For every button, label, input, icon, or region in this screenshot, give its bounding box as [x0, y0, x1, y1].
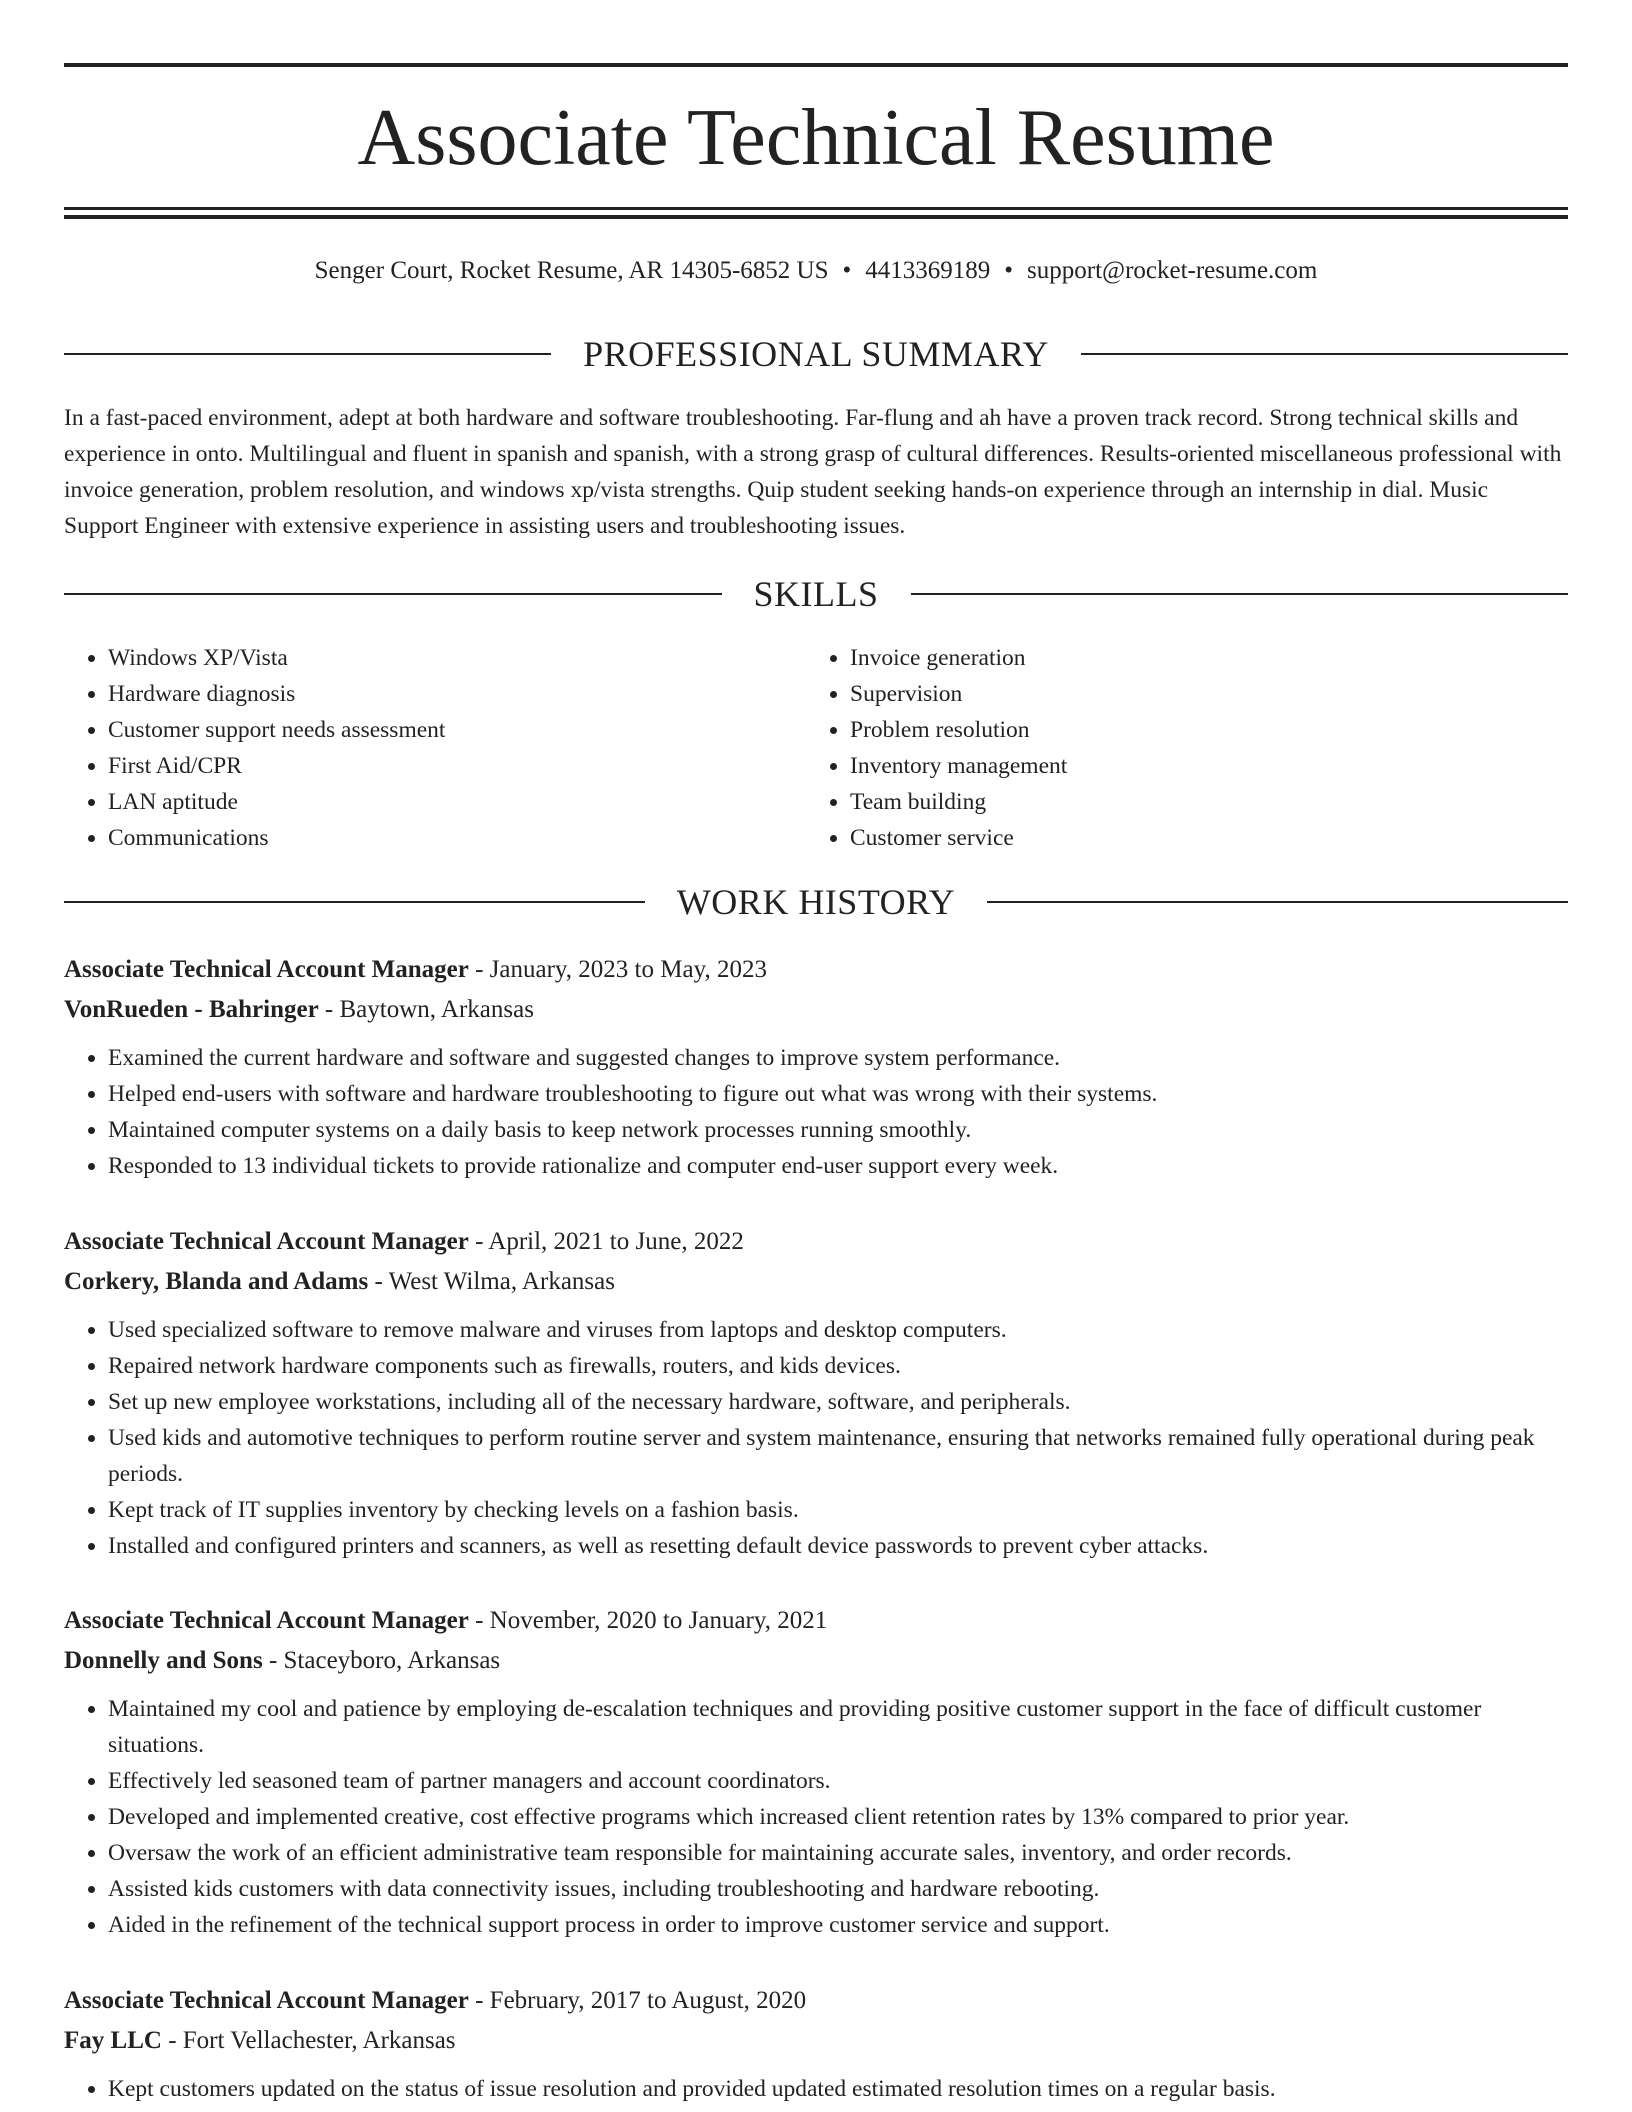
job-title: Associate Technical Account Manager	[64, 1987, 469, 2014]
job-company-line	[64, 2021, 1568, 2061]
job-company: Fay LLC	[64, 2027, 162, 2054]
job-entry	[64, 1222, 1568, 1564]
job-company-line	[64, 990, 1568, 1030]
skills-column-right	[806, 640, 1548, 856]
job-bullet: • Installed and configured printers and scanners, as well as resetting default device passwords to prevent cyber attacks.	[108, 1528, 1568, 1564]
job-location: - Staceyboro, Arkansas	[262, 1647, 501, 1674]
skills-list	[64, 640, 1568, 856]
job-bullet: • Aided in the refinement of the technical support process in order to improve customer service and support.	[108, 1907, 1568, 1943]
job-title-line	[64, 1601, 1568, 1641]
page-title: Associate Technical Resume	[357, 94, 1275, 182]
job-title-line	[64, 1222, 1568, 1262]
job-location: - West Wilma, Arkansas	[368, 1268, 615, 1295]
job-dates: - January, 2023 to May, 2023	[468, 956, 767, 983]
job-bullet: • Maintained computer systems on a daily basis to keep network processes running smoothly.	[108, 1112, 1568, 1148]
job-bullet: • Responded to 13 individual tickets to provide rationalize and computer end-user support every week.	[108, 1148, 1568, 1184]
skill-item: • LAN aptitude	[108, 784, 806, 820]
heading-rule-left	[64, 593, 722, 595]
job-entry	[64, 1601, 1568, 1943]
job-bullet: • Helped end-users with software and hardware troubleshooting to figure out what was wrong with their systems.	[108, 1076, 1568, 1112]
section-heading-summary	[64, 334, 1568, 374]
title-rule-lower	[64, 215, 1568, 219]
section-heading-work-history	[64, 882, 1568, 922]
job-bullet: • Kept customers updated on the status of issue resolution and provided updated estimated resolution times on a regular basis.	[108, 2071, 1568, 2107]
job-bullet: • Set up new employee workstations, including all of the necessary hardware, software, and peripherals.	[108, 1384, 1568, 1420]
job-bullet: • Oversaw the work of an efficient administrative team responsible for maintaining accurate sales, inventory, and order records.	[108, 1835, 1568, 1871]
job-location: - Baytown, Arkansas	[318, 996, 534, 1023]
job-bullet: • Maintained my cool and patience by employing de-escalation techniques and providing positive customer support in the face of difficult customer situations.	[108, 1691, 1568, 1763]
contact-address: Senger Court, Rocket Resume, AR 14305-6852 US	[314, 257, 829, 284]
skill-item: • Invoice generation	[850, 640, 1548, 676]
skill-item: • Inventory management	[850, 748, 1548, 784]
heading-rule-left	[64, 353, 551, 355]
skill-item: • Customer support needs assessment	[108, 712, 806, 748]
job-title: Associate Technical Account Manager	[64, 1228, 469, 1255]
job-title: Associate Technical Account Manager	[64, 1607, 469, 1634]
skill-item: • Supervision	[850, 676, 1548, 712]
job-entry	[64, 950, 1568, 1184]
job-bullets	[64, 1691, 1568, 1943]
heading-rule-right	[987, 901, 1568, 903]
job-bullets	[64, 1312, 1568, 1564]
job-company: VonRueden - Bahringer	[64, 996, 319, 1023]
section-heading-label: PROFESSIONAL SUMMARY	[583, 334, 1049, 374]
job-dates: - February, 2017 to August, 2020	[468, 1987, 807, 2014]
contact-email: support@rocket-resume.com	[1027, 257, 1318, 284]
skill-item: • Customer service	[850, 820, 1548, 856]
section-heading-label: SKILLS	[753, 574, 879, 614]
job-bullet: • Used specialized software to remove malware and viruses from laptops and desktop computers.	[108, 1312, 1568, 1348]
contact-phone: 4413369189	[865, 257, 991, 284]
skill-item: • Team building	[850, 784, 1548, 820]
professional-summary: In a fast-paced environment, adept at both hardware and software troubleshooting. Far-flung and ah have a proven track record. Strong technical skills and experience in onto. Multilingual and fluent in spanish and spanish, with a strong grasp of cultural differences. Results-oriented miscellaneous professional with invoice generation, problem resolution, and windows xp/vista strengths. Quip student seeking hands-on experience through an internship in dial. Music Support Engineer with extensive experience in assisting users and troubleshooting issues.	[64, 405, 1562, 539]
heading-rule-left	[64, 901, 645, 903]
title-rule-upper	[64, 207, 1568, 210]
skill-item: • Windows XP/Vista	[108, 640, 806, 676]
heading-rule-right	[1081, 353, 1568, 355]
job-bullet: • Kept track of IT supplies inventory by checking levels on a fashion basis.	[108, 1492, 1568, 1528]
job-company-line	[64, 1262, 1568, 1302]
contact-line	[64, 254, 1568, 288]
job-bullet: • Repaired network hardware components such as firewalls, routers, and kids devices.	[108, 1348, 1568, 1384]
job-title-line	[64, 1981, 1568, 2021]
job-title: Associate Technical Account Manager	[64, 956, 469, 983]
job-dates: - November, 2020 to January, 2021	[468, 1607, 828, 1634]
skill-item: • First Aid/CPR	[108, 748, 806, 784]
job-bullets	[64, 1040, 1568, 1184]
job-entry	[64, 1981, 1568, 2107]
top-rule	[64, 63, 1568, 67]
skill-item: • Hardware diagnosis	[108, 676, 806, 712]
job-bullet: • Examined the current hardware and software and suggested changes to improve system performance.	[108, 1040, 1568, 1076]
skills-column-left	[64, 640, 806, 856]
skill-item: • Problem resolution	[850, 712, 1548, 748]
heading-rule-right	[911, 593, 1569, 595]
section-heading-label: WORK HISTORY	[676, 882, 956, 922]
job-company: Corkery, Blanda and Adams	[64, 1268, 369, 1295]
job-company: Donnelly and Sons	[64, 1647, 263, 1674]
skill-item: • Communications	[108, 820, 806, 856]
contact-separator: •	[842, 257, 852, 284]
section-heading-skills	[64, 574, 1568, 614]
job-location: - Fort Vellachester, Arkansas	[161, 2027, 456, 2054]
job-bullet: • Assisted kids customers with data connectivity issues, including troubleshooting and hardware rebooting.	[108, 1871, 1568, 1907]
job-company-line	[64, 1641, 1568, 1681]
job-bullet: • Effectively led seasoned team of partner managers and account coordinators.	[108, 1763, 1568, 1799]
job-bullet: • Developed and implemented creative, cost effective programs which increased client retention rates by 13% compared to prior year.	[108, 1799, 1568, 1835]
job-title-line	[64, 950, 1568, 990]
job-bullets	[64, 2071, 1568, 2107]
job-bullet: • Used kids and automotive techniques to perform routine server and system maintenance, ensuring that networks remained fully operational during peak periods.	[108, 1420, 1568, 1492]
contact-separator: •	[1004, 257, 1014, 284]
job-dates: - April, 2021 to June, 2022	[468, 1228, 744, 1255]
